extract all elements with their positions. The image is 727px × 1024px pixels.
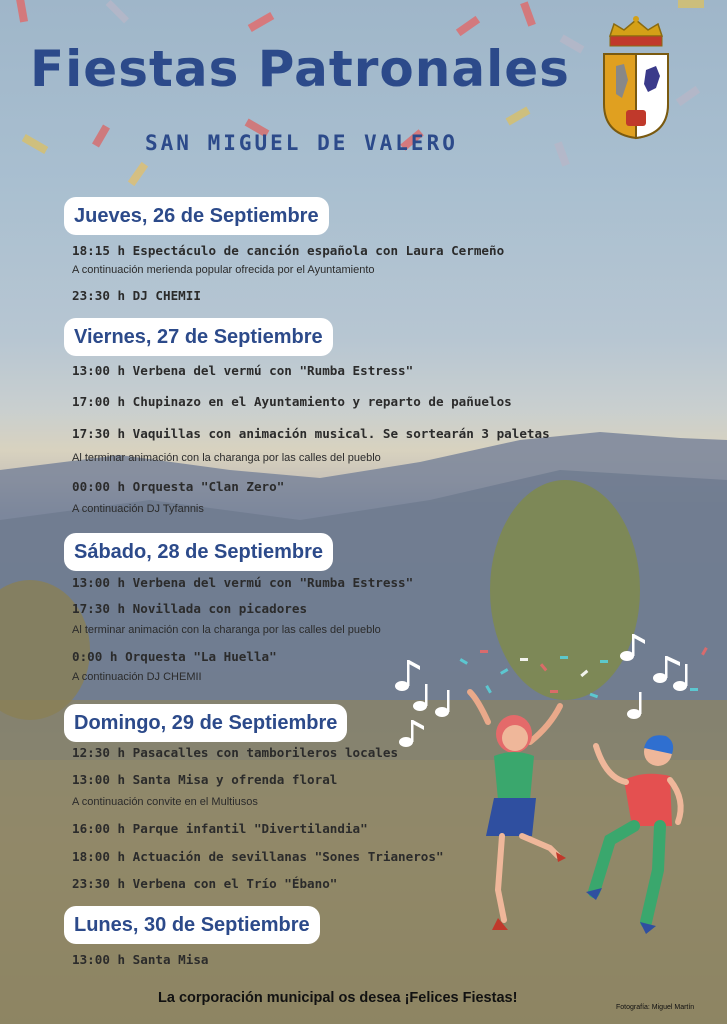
event-item: 12:30 h Pasacalles con tamborileros locales xyxy=(72,745,399,760)
girl-dancer xyxy=(470,692,566,930)
footer-message: La corporación municipal os desea ¡Felices Fiestas! xyxy=(158,990,518,1006)
event-item: 13:00 h Verbena del vermú con "Rumba Estress" xyxy=(72,363,414,378)
dancers-illustration xyxy=(390,630,720,950)
event-note: A continuación DJ CHEMII xyxy=(72,671,202,683)
event-note: A continuación merienda popular ofrecida por el Ayuntamiento xyxy=(72,264,375,276)
day-header-sabado: Sábado, 28 de Septiembre xyxy=(64,533,333,571)
event-note: A continuación convite en el Multiusos xyxy=(72,796,258,808)
event-item: 16:00 h Parque infantil "Divertilandia" xyxy=(72,821,368,836)
day-header-lunes: Lunes, 30 de Septiembre xyxy=(64,906,320,944)
event-note: A continuación DJ Tyfannis xyxy=(72,503,204,515)
poster-subtitle: SAN MIGUEL DE VALERO xyxy=(145,131,458,155)
event-item: 18:00 h Actuación de sevillanas "Sones Trianeros" xyxy=(72,849,444,864)
event-item: 17:00 h Chupinazo en el Ayuntamiento y reparto de pañuelos xyxy=(72,394,512,409)
event-item: 23:30 h DJ CHEMII xyxy=(72,288,201,303)
day-header-viernes: Viernes, 27 de Septiembre xyxy=(64,318,333,356)
day-header-jueves: Jueves, 26 de Septiembre xyxy=(64,197,329,235)
event-note: Al terminar animación con la charanga por las calles del pueblo xyxy=(72,452,381,464)
event-item: 18:15 h Espectáculo de canción española con Laura Cermeño xyxy=(72,243,505,258)
event-item: 13:00 h Santa Misa y ofrenda floral xyxy=(72,772,338,787)
event-item: 13:00 h Verbena del vermú con "Rumba Estress" xyxy=(72,575,414,590)
event-note: Al terminar animación con la charanga por las calles del pueblo xyxy=(72,624,381,636)
event-item: 00:00 h Orquesta "Clan Zero" xyxy=(72,479,285,494)
event-item: 13:00 h Santa Misa xyxy=(72,952,209,967)
day-header-domingo: Domingo, 29 de Septiembre xyxy=(64,704,347,742)
event-item: 17:30 h Vaquillas con animación musical. Se sortearán 3 paletas xyxy=(72,426,550,441)
poster-title: Fiestas Patronales xyxy=(30,40,570,98)
event-item: 23:30 h Verbena con el Trío "Ébano" xyxy=(72,876,338,891)
photo-credit: Fotografía: Miguel Martín xyxy=(616,1004,695,1011)
event-item: 0:00 h Orquesta "La Huella" xyxy=(72,649,277,664)
event-item: 17:30 h Novillada con picadores xyxy=(72,601,308,616)
confetti-icon xyxy=(460,647,708,698)
boy-dancer xyxy=(586,735,681,934)
coat-of-arms-icon xyxy=(600,14,672,140)
